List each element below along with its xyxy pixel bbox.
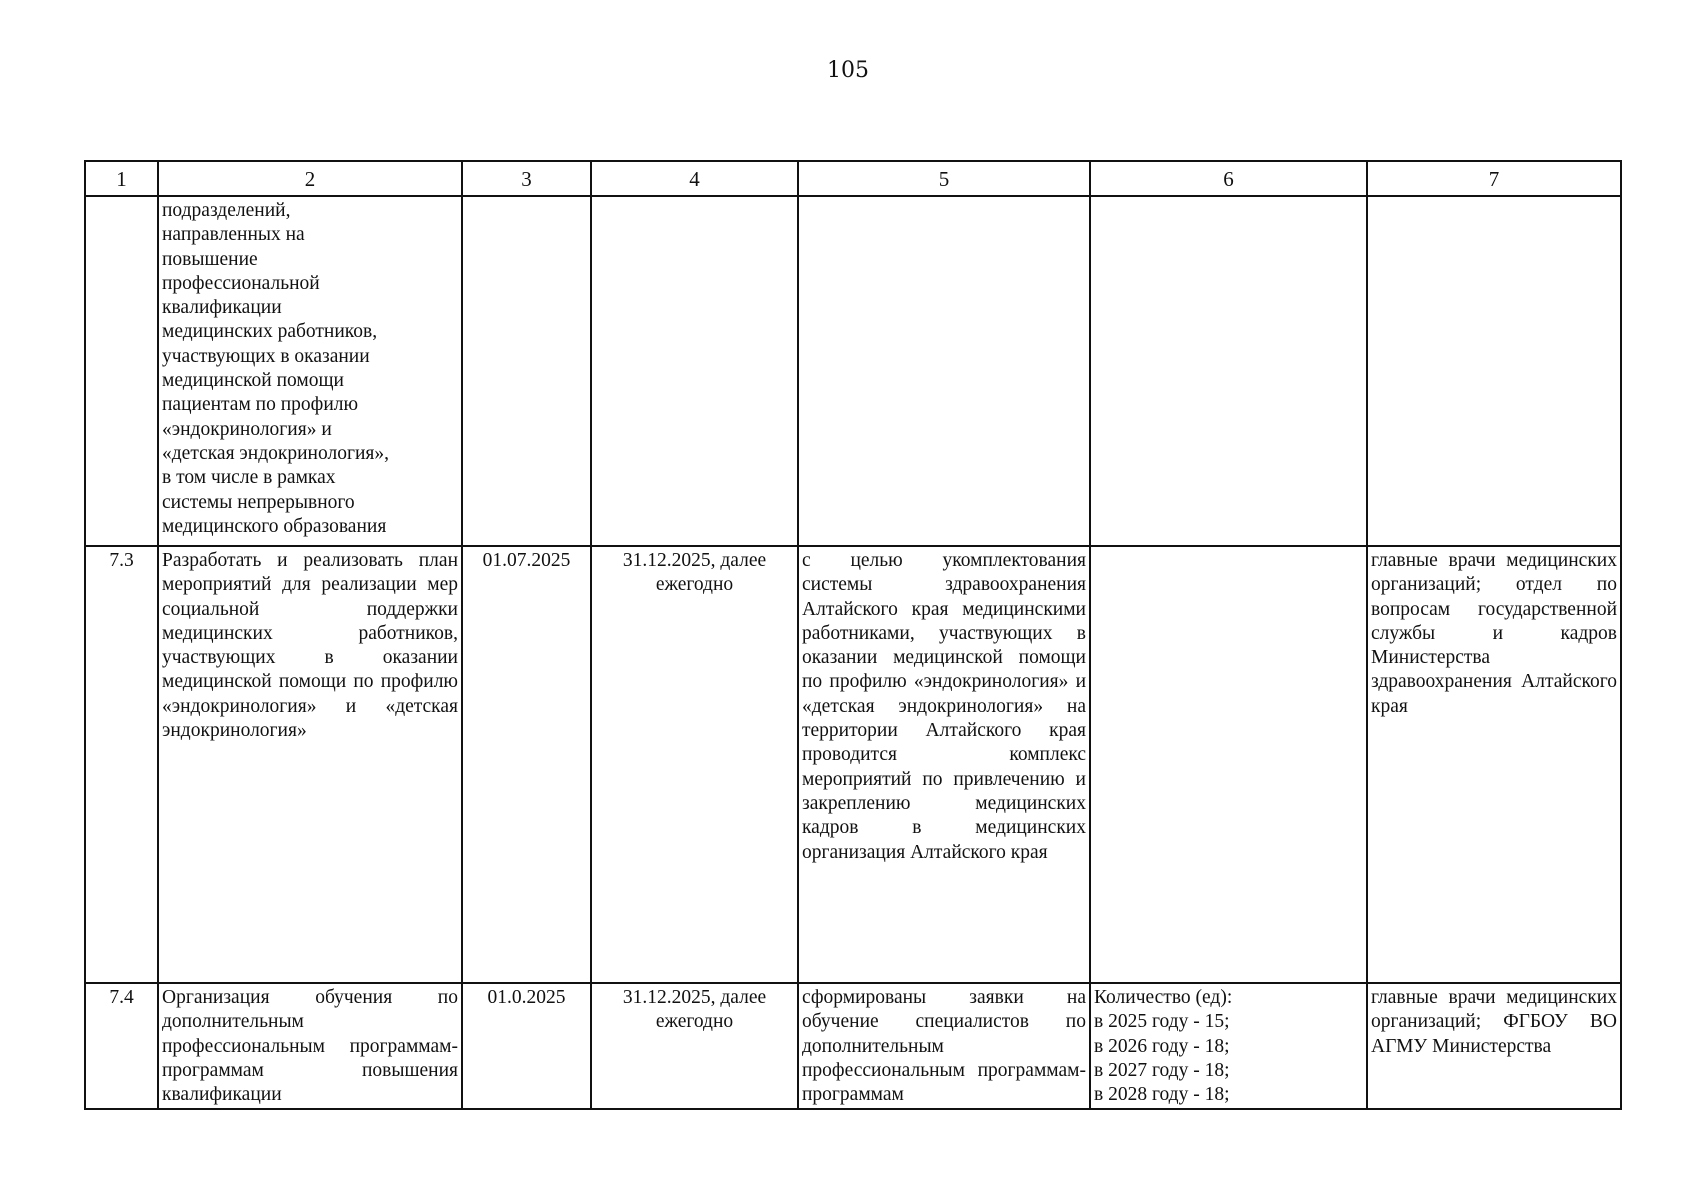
indicator-cell [1090, 546, 1367, 983]
start-date-cell [462, 196, 591, 546]
measure-cell: подразделений, направленных на повышение профессиональной квалификации медицинских работников, участвующих в оказании медицинской помощи пациентам по профилю «эндокринология» и «детская эндокринология», в том числе в рамках системы непрерывного медицинского образования [158, 196, 462, 546]
page-number: 105 [827, 58, 869, 83]
result-cell [798, 196, 1090, 546]
end-date-cell: 31.12.2025, далее ежегодно [591, 546, 798, 983]
column-header: 4 [591, 161, 798, 196]
responsible-cell: главные врачи медицинских организаций; ФГБОУ ВО АГМУ Министерства [1367, 983, 1621, 1109]
end-date-cell [591, 196, 798, 546]
column-header: 2 [158, 161, 462, 196]
column-header: 7 [1367, 161, 1621, 196]
measure-cell: Разработать и реализовать план мероприятий для реализации мер социальной поддержки медицинских работников, участвующих в оказании медицинской помощи по профилю «эндокринология» и «детская эндокринология» [158, 546, 462, 983]
indicator-cell [1090, 196, 1367, 546]
column-header: 1 [85, 161, 158, 196]
row-number: 7.4 [85, 983, 158, 1109]
column-header: 5 [798, 161, 1090, 196]
result-cell: сформированы заявки на обучение специалистов по дополнительным профессиональным программам- программам [798, 983, 1090, 1109]
responsible-cell: главные врачи медицинских организаций; отдел по вопросам государственной службы и кадров Министерства здравоохранения Алтайского края [1367, 546, 1621, 983]
indicator-cell: Количество (ед): в 2025 году - 15; в 2026 году - 18; в 2027 году - 18; в 2028 году - 18; [1090, 983, 1367, 1109]
column-header: 6 [1090, 161, 1367, 196]
column-header: 3 [462, 161, 591, 196]
result-cell: с целью укомплектования системы здравоохранения Алтайского края медицинскими работниками, участвующих в оказании медицинской помощи по профилю «эндокринология» и «детская эндокринология» на территории Алтайского края проводится комплекс мероприятий по привлечению и закреплению медицинских кадров в медицинских организация Алтайского края [798, 546, 1090, 983]
row-number: 7.3 [85, 546, 158, 983]
table-row [85, 983, 1621, 1109]
start-date-cell: 01.0.2025 [462, 983, 591, 1109]
start-date-cell: 01.07.2025 [462, 546, 591, 983]
row-number [85, 196, 158, 546]
table-row [85, 196, 1621, 546]
column-header-row [85, 161, 1621, 196]
responsible-cell [1367, 196, 1621, 546]
end-date-cell: 31.12.2025, далее ежегодно [591, 983, 798, 1109]
measure-cell: Организация обучения по дополнительным профессиональным программам- программам повышения квалификации [158, 983, 462, 1109]
table-row [85, 546, 1621, 983]
plan-table [84, 160, 1622, 1110]
